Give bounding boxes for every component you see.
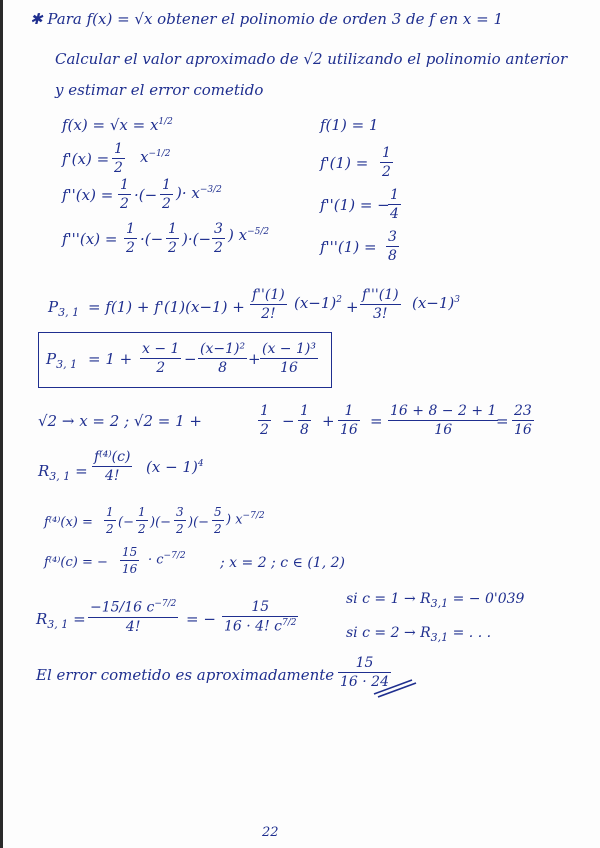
statement-line-2: Calcular el valor aproximado de √2 utilizando el polinomio anterior [55, 50, 568, 68]
taylor-plus: + [346, 298, 359, 316]
error-eq-2: = − [186, 610, 216, 628]
f4-fraction-b: 1 2 [138, 505, 146, 536]
approx-fraction-b: 1 8 [300, 403, 309, 438]
f2-fraction-b: 1 2 [162, 177, 171, 212]
approx-fraction-c: 1 16 [340, 403, 358, 438]
boxed-plus: + [248, 350, 261, 368]
f2-lhs: f''(x) = [62, 186, 114, 204]
taylor-term-2-power: $(x-1)^2$ [294, 294, 343, 312]
error-result-fraction: 15 16 · 4! $c^{7/2}$ [224, 599, 297, 635]
remainder-power: $(x - 1)^4$ [146, 458, 204, 476]
boxed-lhs: $P_{3, 1}$ [46, 350, 78, 371]
f4c-conditions: ; x = 2 ; c ∈ (1, 2) [220, 555, 345, 571]
boxed-fraction-a: x − 1 2 [142, 341, 180, 376]
f4-fraction-a: 1 2 [106, 505, 114, 536]
boxed-fraction-b: (x−1)² 8 [200, 341, 246, 376]
approx-result: 23 16 [514, 403, 532, 438]
f4-mid-1: (− [118, 515, 134, 530]
taylor-fraction-2: f''(1) 2! [252, 287, 285, 322]
f1-power: $x^{-1/2}$ [140, 148, 171, 166]
f4-mid-3: )(− [188, 515, 210, 530]
f3-mid-2: )·(− [182, 230, 212, 248]
approx-eq: = [370, 412, 383, 430]
page-binding-edge [0, 0, 3, 848]
remainder-fraction: f⁽⁴⁾(c) 4! [94, 449, 131, 484]
error-case-1: si $c = 1 \to R_{3,1}$ = − 0'039 [346, 591, 525, 610]
f4-lhs: f⁽⁴⁾(x) = [44, 515, 93, 530]
conclusion-text: El error cometido es aproximadamente [36, 666, 335, 684]
approx-fraction-a: 1 2 [260, 403, 269, 438]
boxed-minus: − [184, 350, 197, 368]
conclusion-fraction: 15 16 · 24 [340, 655, 389, 690]
approx-minus: − [282, 412, 295, 430]
approx-plus: + [322, 412, 335, 430]
f4c-fraction: 15 16 [122, 545, 138, 576]
double-underline-mark [372, 676, 418, 698]
f4-fraction-d: 5 2 [214, 505, 222, 536]
boxed-eq: = 1 + [88, 350, 133, 368]
f4-fraction-c: 3 2 [176, 505, 184, 536]
statement-line-1: ✱ Para f(x) = √x obtener el polinomio de orden 3 de f en x = 1 [30, 10, 504, 28]
f4c-lhs: f⁽⁴⁾(c) = − [44, 555, 108, 570]
approx-lead: √2 → x = 2 ; √2 = 1 + [38, 412, 202, 430]
statement-line-3: y estimar el error cometido [55, 81, 264, 99]
f3-power: ) $x^{-5/2}$ [228, 226, 270, 244]
boxed-fraction-c: (x − 1)³ 16 [262, 341, 316, 376]
value-f3-fraction: 3 8 [388, 229, 397, 264]
value-f1-lhs: f'(1) = [320, 154, 369, 172]
approx-eq-2: = [496, 412, 509, 430]
f3-fraction-b: 1 2 [168, 221, 177, 256]
approx-fraction-d: 16 + 8 − 2 + 1 16 [390, 403, 497, 438]
value-f-at-1: f(1) = 1 [320, 116, 379, 134]
value-f3-lhs: f'''(1) = [320, 238, 377, 256]
f1-fraction: 1 2 [114, 141, 123, 176]
f3-mid-1: ·(− [140, 230, 164, 248]
f4c-power: · $c^{-7/2}$ [148, 551, 186, 568]
f3-lhs: f'''(x) = [62, 230, 118, 248]
f3-fraction-c: 3 2 [214, 221, 223, 256]
error-fraction: −15/16 $c^{-7/2}$ 4! [90, 599, 177, 635]
error-case-2: si $c = 2 \to R_{3,1}$ = . . . [346, 625, 492, 644]
remainder-lhs: $R_{3, 1}$ = [38, 462, 88, 483]
f2-mid: ·(− [134, 186, 158, 204]
f2-fraction-a: 1 2 [120, 177, 129, 212]
f3-fraction-a: 1 2 [126, 221, 135, 256]
f-definition: $f(x) = √x = x^{1/2}$ [62, 116, 173, 134]
f4-mid-2: )(− [150, 515, 172, 530]
taylor-lhs: $P_{3, 1}$ [48, 298, 80, 319]
error-lhs: $R_{3, 1}$ = [36, 610, 86, 631]
taylor-fraction-3: f'''(1) 3! [362, 287, 399, 322]
value-f2-fraction: 1 4 [390, 187, 399, 222]
value-f2-lhs: f''(1) = − [320, 196, 390, 214]
f4-power: ) $x^{-7/2}$ [226, 511, 265, 528]
page-number: 22 [262, 825, 279, 840]
f2-power: )· $x^{-3/2}$ [176, 184, 222, 202]
taylor-term-3-power: $(x-1)^3$ [412, 294, 461, 312]
value-f1-fraction: 1 2 [382, 145, 391, 180]
f1-lhs: f'(x) = [62, 150, 110, 168]
taylor-terms: = f(1) + f'(1)(x−1) + [88, 298, 245, 316]
